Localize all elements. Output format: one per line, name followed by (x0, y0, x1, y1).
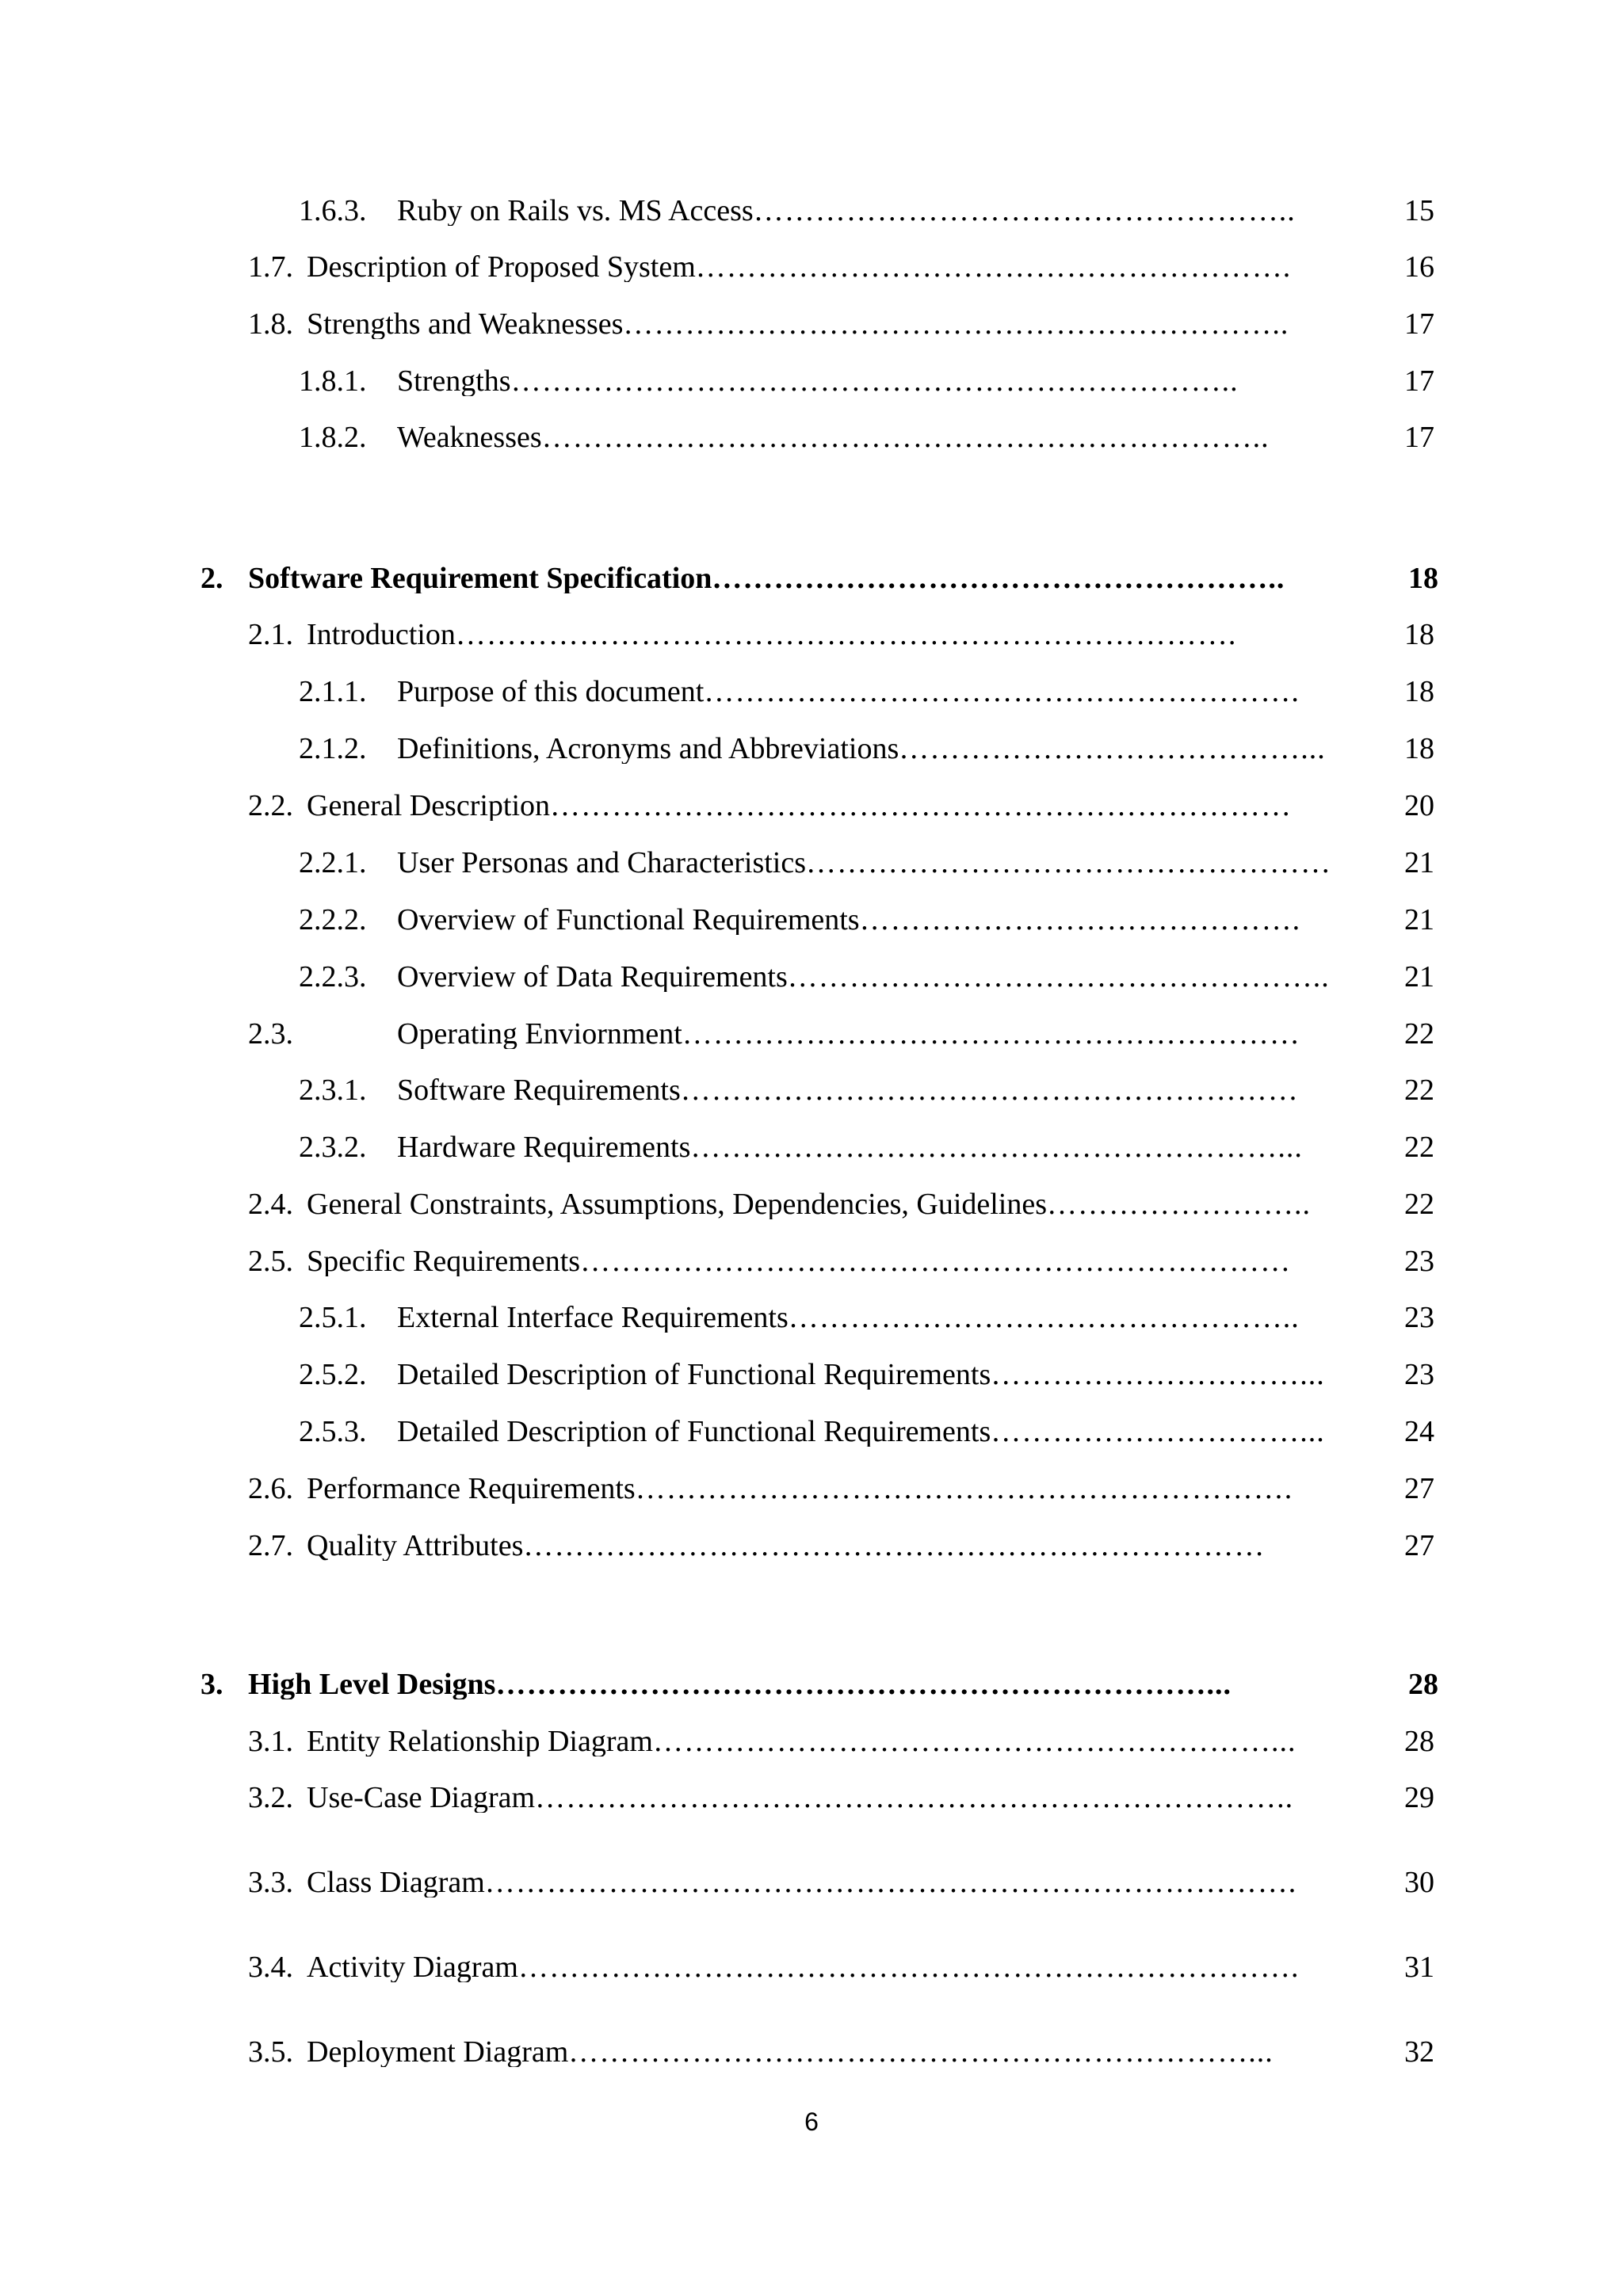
toc-dot-leader: …………………………………………….. (787, 962, 1330, 992)
toc-entry (299, 1399, 1434, 1447)
toc-entry-title: Activity Diagram (307, 1951, 518, 1982)
toc-entry-page: 23 (1404, 1245, 1434, 1276)
toc-entry-title: Operating Enviornment (397, 1017, 682, 1049)
toc-entry (248, 1709, 1434, 1756)
toc-entry-title: Description of Proposed System (307, 250, 696, 282)
toc-entry-number: 2.1. (248, 618, 293, 650)
toc-entry-page: 23 (1404, 1358, 1434, 1390)
toc-entry-title: Purpose of this document (397, 675, 705, 707)
toc-entry-title: Overview of Data Requirements (397, 960, 788, 992)
toc-entry (248, 292, 1434, 339)
toc-entry-number: 3. (200, 1668, 223, 1699)
toc-entry-title: Software Requirement Specification (248, 562, 712, 593)
toc-dot-leader: …………………………………………………… (682, 1019, 1300, 1049)
toc-entry-page: 17 (1404, 364, 1434, 396)
toc-entry (248, 1456, 1434, 1504)
toc-entry-title: High Level Designs (248, 1668, 496, 1699)
toc-entry-number: 2.2.1. (299, 846, 367, 878)
toc-entry-page: 21 (1404, 846, 1434, 878)
toc-entry-title: Hardware Requirements (397, 1131, 691, 1162)
toc-entry-number: 1.8.1. (299, 364, 367, 396)
toc-dot-leader: …………………………………………………………………. (517, 1952, 1300, 1982)
toc-entry (299, 659, 1434, 707)
toc-entry-page: 28 (1408, 1668, 1438, 1699)
toc-entry (248, 1765, 1434, 1813)
toc-dot-leader: …………………………………………………… (680, 1075, 1299, 1105)
toc-entry-number: 2.5.1. (299, 1301, 367, 1333)
toc-entry-number: 2.3. (248, 1017, 293, 1049)
toc-entry-number: 2.1.1. (299, 675, 367, 707)
toc-entry-title: External Interface Requirements (397, 1301, 789, 1333)
toc-entry-title: User Personas and Characteristics (397, 846, 807, 878)
toc-entry-title: Ruby on Rails vs. MS Access (397, 194, 754, 226)
toc-entry-number: 2.3.2. (299, 1131, 367, 1162)
toc-dot-leader: …………………….. (1047, 1189, 1312, 1219)
toc-entry (299, 944, 1434, 992)
toc-entry-title: Weaknesses (397, 421, 542, 452)
toc-entry (248, 602, 1434, 650)
toc-dot-leader: ……………………………………. (859, 905, 1301, 935)
toc-entry-number: 1.7. (248, 250, 293, 282)
toc-entry-title: Definitions, Acronyms and Abbreviations (397, 732, 899, 764)
toc-entry (248, 1513, 1434, 1561)
toc-dot-leader: …………………………………………………. (695, 252, 1292, 282)
toc-entry (299, 1285, 1434, 1333)
toc-dot-leader: …………………………………………………………….. (510, 366, 1239, 396)
toc-entry (248, 2019, 1434, 2067)
toc-entry-number: 1.8.2. (299, 421, 367, 452)
toc-chapter-entry (200, 1652, 1438, 1699)
toc-entry-page: 27 (1404, 1529, 1434, 1561)
toc-entry-title: Introduction (307, 618, 456, 650)
toc-dot-leader: …………………………………………………... (690, 1132, 1303, 1162)
toc-entry (299, 1342, 1434, 1390)
toc-entry-page: 32 (1404, 2035, 1434, 2067)
toc-entry-page: 15 (1404, 194, 1434, 226)
toc-entry (248, 235, 1434, 282)
toc-dot-leader: ……………………………………………………………... (495, 1669, 1232, 1699)
toc-entry-title: Use-Case Diagram (307, 1781, 536, 1813)
toc-entry-number: 2.2.2. (299, 903, 367, 935)
toc-entry-number: 2.3.1. (299, 1074, 367, 1105)
toc-entry-page: 29 (1404, 1781, 1434, 1813)
toc-entry-title: Overview of Functional Requirements (397, 903, 860, 935)
toc-entry-title: Entity Relationship Diagram (307, 1725, 653, 1756)
toc-entry-page: 18 (1408, 562, 1438, 593)
toc-entry-page: 20 (1404, 789, 1434, 821)
toc-entry-title: Detailed Description of Functional Requirements (397, 1358, 991, 1390)
toc-entry-page: 27 (1404, 1472, 1434, 1504)
toc-entry-title: Quality Attributes (307, 1529, 524, 1561)
toc-entry-number: 3.2. (248, 1781, 293, 1813)
toc-entry (248, 1001, 1434, 1049)
toc-entry-page: 23 (1404, 1301, 1434, 1333)
toc-entry (299, 349, 1434, 396)
toc-dot-leader: ……………………………………………….. (712, 563, 1285, 593)
toc-entry-number: 3.4. (248, 1951, 293, 1982)
toc-entry-page: 17 (1404, 307, 1434, 339)
toc-entry (248, 773, 1434, 821)
toc-dot-leader: …………………………... (991, 1417, 1325, 1447)
toc-entry-page: 18 (1404, 618, 1434, 650)
toc-entry-number: 2.1.2. (299, 732, 367, 764)
page-number: 6 (804, 2107, 819, 2136)
toc-dot-leader: ……………………………………………………………… (550, 791, 1293, 821)
toc-entry-title: General Description (307, 789, 551, 821)
toc-entry-number: 2.4. (248, 1188, 293, 1219)
toc-entry (248, 1850, 1434, 1897)
toc-entry-number: 3.1. (248, 1725, 293, 1756)
toc-entry (248, 1229, 1434, 1276)
toc-entry-page: 21 (1404, 903, 1434, 935)
toc-entry (299, 178, 1434, 226)
toc-entry-title: Specific Requirements (307, 1245, 581, 1276)
toc-dot-leader: …………………………………………………………………. (455, 620, 1237, 650)
toc-dot-leader: …………………………………………………………… (580, 1246, 1292, 1276)
toc-entry-number: 2.5.2. (299, 1358, 367, 1390)
toc-entry-page: 17 (1404, 421, 1434, 452)
toc-dot-leader: …………………………………………….. (753, 196, 1296, 226)
toc-entry-page: 24 (1404, 1415, 1434, 1447)
toc-dot-leader: ……………………………………………………... (652, 1726, 1296, 1756)
toc-entry-page: 30 (1404, 1866, 1434, 1897)
toc-entry-page: 22 (1404, 1017, 1434, 1049)
toc-entry-title: Strengths and Weaknesses (307, 307, 624, 339)
toc-dot-leader: …………………………………………………. (704, 677, 1300, 707)
toc-entry-title: Detailed Description of Functional Requirements (397, 1415, 991, 1447)
toc-entry (248, 1935, 1434, 1982)
toc-entry-title: General Constraints, Assumptions, Dependencies, Guidelines (307, 1188, 1048, 1219)
toc-dot-leader: ………………………………………………………. (635, 1474, 1293, 1504)
toc-dot-leader: ……………………………………………………………….. (535, 1783, 1294, 1813)
toc-entry-page: 22 (1404, 1074, 1434, 1105)
toc-entry-title: Performance Requirements (307, 1472, 636, 1504)
toc-entry-title: Strengths (397, 364, 511, 396)
toc-entry-title: Software Requirements (397, 1074, 681, 1105)
toc-entry-number: 2.2. (248, 789, 293, 821)
toc-dot-leader: ……………………………………………………………… (523, 1531, 1266, 1561)
toc-dot-leader: ………………………………………….. (788, 1302, 1300, 1333)
toc-entry-number: 2. (200, 562, 223, 593)
toc-entry-number: 3.3. (248, 1866, 293, 1897)
toc-entry (299, 1115, 1434, 1162)
toc-entry-page: 21 (1404, 960, 1434, 992)
toc-entry-number: 3.5. (248, 2035, 293, 2067)
toc-dot-leader: …………………………………………… (806, 848, 1332, 878)
toc-entry-page: 22 (1404, 1188, 1434, 1219)
toc-entry (299, 830, 1434, 878)
toc-dot-leader: ……………………………………………………………………. (484, 1867, 1297, 1897)
toc-entry-page: 28 (1404, 1725, 1434, 1756)
toc-dot-leader: …………………………... (991, 1360, 1325, 1390)
toc-entry-page: 18 (1404, 732, 1434, 764)
toc-entry-number: 2.5. (248, 1245, 293, 1276)
toc-entry-number: 2.6. (248, 1472, 293, 1504)
toc-entry-page: 16 (1404, 250, 1434, 282)
toc-dot-leader: …………………………………………………………….. (541, 422, 1270, 452)
toc-entry (299, 716, 1434, 764)
toc-chapter-entry (200, 546, 1438, 593)
toc-entry-number: 1.8. (248, 307, 293, 339)
toc-entry (299, 405, 1434, 452)
toc-entry (248, 1172, 1434, 1219)
toc-entry-title: Deployment Diagram (307, 2035, 569, 2067)
toc-entry-number: 1.6.3. (299, 194, 367, 226)
toc-entry-number: 2.7. (248, 1529, 293, 1561)
toc-dot-leader: …………………………………... (899, 734, 1326, 764)
toc-entry-title: Class Diagram (307, 1866, 485, 1897)
toc-entry-page: 31 (1404, 1951, 1434, 1982)
toc-entry-page: 22 (1404, 1131, 1434, 1162)
toc-entry (299, 887, 1434, 935)
toc-entry-number: 2.2.3. (299, 960, 367, 992)
toc-entry (299, 1058, 1434, 1105)
toc-dot-leader: ……………………………………………………….. (623, 309, 1289, 339)
toc-dot-leader: …………………………………………………………... (568, 2037, 1274, 2067)
toc-entry-page: 18 (1404, 675, 1434, 707)
toc-entry-number: 2.5.3. (299, 1415, 367, 1447)
